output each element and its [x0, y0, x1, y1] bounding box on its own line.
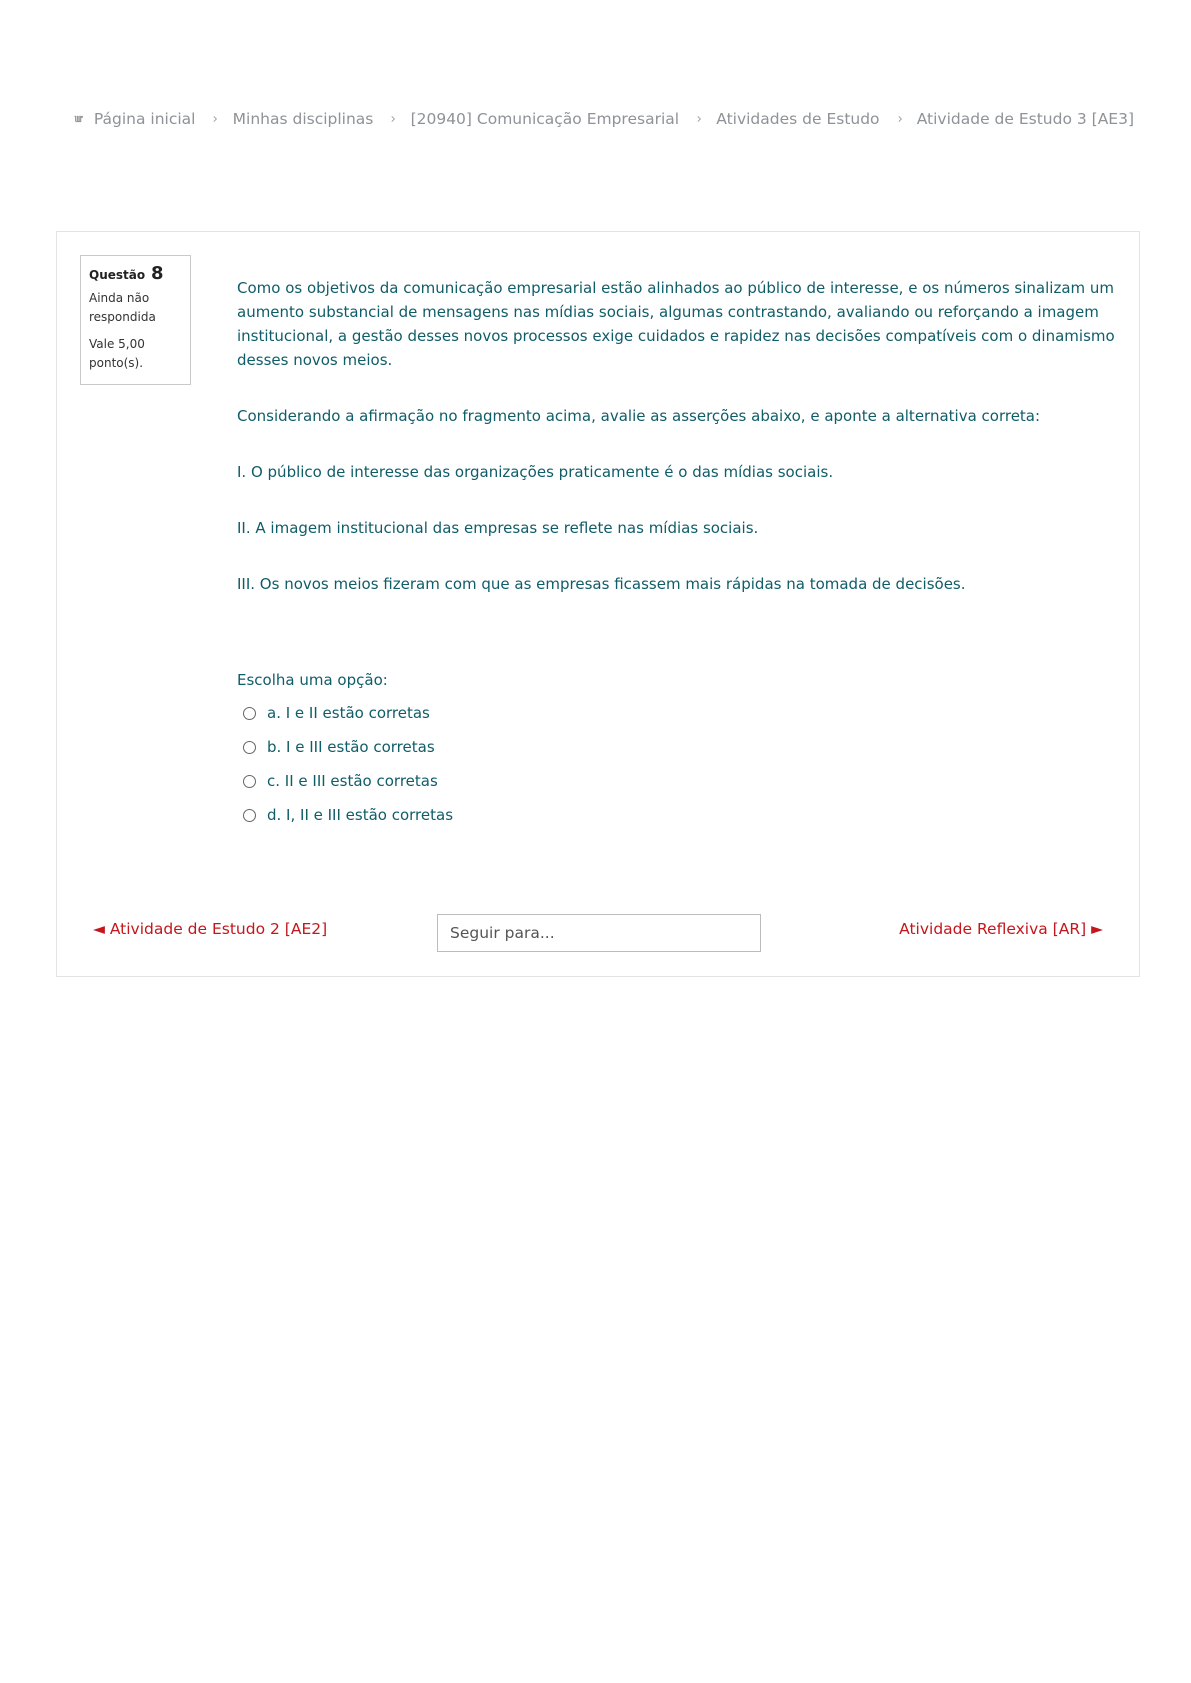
question-content: [237, 276, 1117, 832]
next-activity-link[interactable]: Atividade Reflexiva [AR] ►: [899, 920, 1103, 938]
radio-button[interactable]: [243, 809, 256, 822]
radio-button[interactable]: [243, 707, 256, 720]
question-info-box: [80, 255, 191, 385]
chevron-right-icon: [898, 113, 902, 125]
question-label: Questão: [89, 268, 146, 282]
breadcrumb: [74, 106, 1134, 132]
answer-option-a[interactable]: [243, 696, 1117, 730]
breadcrumb-section[interactable]: Atividades de Estudo: [716, 110, 880, 128]
assertion-3: III. Os novos meios fizeram com que as empresas ficassem mais rápidas na tomada de decisões.: [237, 575, 966, 593]
answer-options: [243, 696, 1117, 832]
question-instruction: Considerando a afirmação no fragmento acima, avalie as asserções abaixo, e aponte a alternativa correta:: [237, 407, 1041, 425]
chevron-right-icon: [697, 113, 701, 125]
answer-option-label: c. II e III estão corretas: [267, 772, 438, 790]
jump-to-select[interactable]: [437, 914, 761, 952]
radio-button[interactable]: [243, 741, 256, 754]
answer-option-b[interactable]: [243, 730, 1117, 764]
assertion-2: II. A imagem institucional das empresas se reflete nas mídias sociais.: [237, 519, 759, 537]
breadcrumb-course[interactable]: [20940] Comunicação Empresarial: [410, 110, 680, 128]
answer-option-d[interactable]: [243, 798, 1117, 832]
radio-button[interactable]: [243, 775, 256, 788]
choose-option-prompt: Escolha uma opção:: [237, 671, 388, 689]
question-number: 8: [150, 263, 164, 284]
question-card: [56, 231, 1140, 977]
assertion-1: I. O público de interesse das organizações praticamente é o das mídias sociais.: [237, 463, 834, 481]
breadcrumb-my-courses[interactable]: Minhas disciplinas: [232, 110, 374, 128]
question-state: Ainda não respondida: [89, 291, 156, 324]
question-grade: Vale 5,00 ponto(s).: [89, 337, 145, 370]
chevron-right-icon: [213, 113, 217, 125]
breadcrumb-current-activity[interactable]: Atividade de Estudo 3 [AE3]: [916, 110, 1135, 128]
previous-activity-link[interactable]: ◄ Atividade de Estudo 2 [AE2]: [93, 920, 328, 938]
breadcrumb-home[interactable]: Página inicial: [93, 110, 196, 128]
answer-option-c[interactable]: [243, 764, 1117, 798]
answer-option-label: d. I, II e III estão corretas: [267, 806, 454, 824]
answer-option-label: a. I e II estão corretas: [267, 704, 430, 722]
chevron-right-icon: [391, 113, 395, 125]
question-heading: [89, 264, 182, 285]
answer-option-label: b. I e III estão corretas: [267, 738, 435, 756]
home-logo-icon[interactable]: [74, 112, 83, 126]
question-intro-text: Como os objetivos da comunicação empresarial estão alinhados ao público de interesse, e os números sinalizam um aumento substancial de mensagens nas mídias sociais, algumas contrastando, avaliando ou reforçando a imagem institucional, a gestão desses novos processos exige cuidados e rapidez nas decisões compatíveis com o dinamismo desses novos meios.: [237, 279, 1115, 369]
jump-to-placeholder: Seguir para...: [450, 924, 555, 942]
